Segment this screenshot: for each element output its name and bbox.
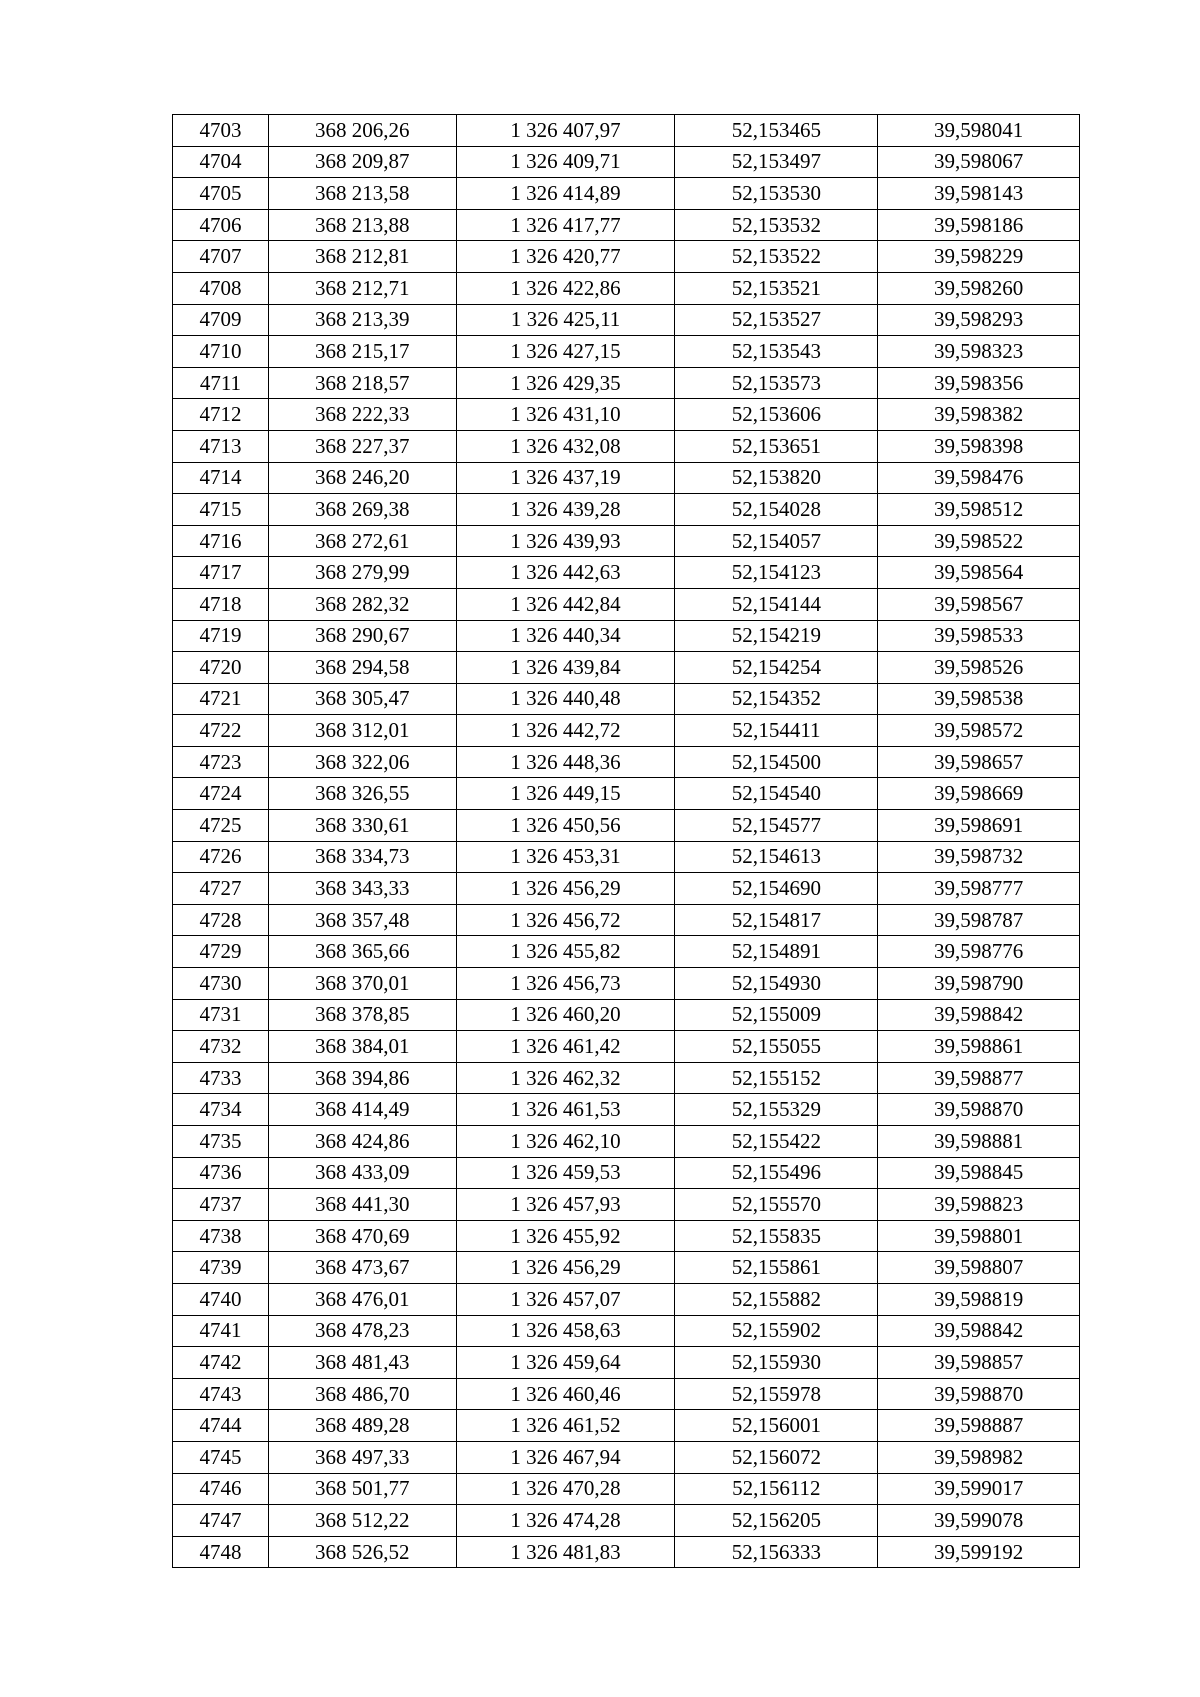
x-coordinate-cell: 368 330,61 [268,810,456,842]
y-coordinate-cell: 1 326 462,32 [456,1062,675,1094]
y-coordinate-cell: 1 326 462,10 [456,1126,675,1158]
latitude-cell: 52,154123 [675,557,878,589]
x-coordinate-cell: 368 365,66 [268,936,456,968]
longitude-cell: 39,598260 [878,272,1080,304]
y-coordinate-cell: 1 326 474,28 [456,1505,675,1537]
point-number-cell: 4741 [173,1315,269,1347]
latitude-cell: 52,153497 [675,146,878,178]
table-row [173,968,1080,1000]
point-number-cell: 4729 [173,936,269,968]
longitude-cell: 39,598398 [878,430,1080,462]
table-row [173,1505,1080,1537]
y-coordinate-cell: 1 326 439,93 [456,525,675,557]
table-row [173,272,1080,304]
table-row [173,557,1080,589]
x-coordinate-cell: 368 213,58 [268,178,456,210]
y-coordinate-cell: 1 326 439,84 [456,652,675,684]
x-coordinate-cell: 368 486,70 [268,1378,456,1410]
point-number-cell: 4713 [173,430,269,462]
longitude-cell: 39,598870 [878,1378,1080,1410]
table-row [173,115,1080,147]
latitude-cell: 52,154930 [675,968,878,1000]
longitude-cell: 39,598877 [878,1062,1080,1094]
latitude-cell: 52,154891 [675,936,878,968]
x-coordinate-cell: 368 501,77 [268,1473,456,1505]
latitude-cell: 52,155902 [675,1315,878,1347]
table-row [173,1536,1080,1568]
longitude-cell: 39,599192 [878,1536,1080,1568]
latitude-cell: 52,153530 [675,178,878,210]
y-coordinate-cell: 1 326 456,73 [456,968,675,1000]
x-coordinate-cell: 368 269,38 [268,494,456,526]
table-row [173,304,1080,336]
longitude-cell: 39,598787 [878,904,1080,936]
y-coordinate-cell: 1 326 407,97 [456,115,675,147]
y-coordinate-cell: 1 326 432,08 [456,430,675,462]
y-coordinate-cell: 1 326 448,36 [456,746,675,778]
latitude-cell: 52,155055 [675,1031,878,1063]
point-number-cell: 4721 [173,683,269,715]
x-coordinate-cell: 368 357,48 [268,904,456,936]
table-row [173,1189,1080,1221]
x-coordinate-cell: 368 497,33 [268,1441,456,1473]
longitude-cell: 39,598041 [878,115,1080,147]
latitude-cell: 52,155329 [675,1094,878,1126]
table-row [173,936,1080,968]
longitude-cell: 39,598776 [878,936,1080,968]
table-row [173,620,1080,652]
table-row [173,209,1080,241]
x-coordinate-cell: 368 272,61 [268,525,456,557]
x-coordinate-cell: 368 384,01 [268,1031,456,1063]
y-coordinate-cell: 1 326 461,42 [456,1031,675,1063]
latitude-cell: 52,154411 [675,715,878,747]
y-coordinate-cell: 1 326 456,72 [456,904,675,936]
x-coordinate-cell: 368 209,87 [268,146,456,178]
x-coordinate-cell: 368 322,06 [268,746,456,778]
table-row [173,683,1080,715]
latitude-cell: 52,153820 [675,462,878,494]
y-coordinate-cell: 1 326 440,34 [456,620,675,652]
longitude-cell: 39,598669 [878,778,1080,810]
y-coordinate-cell: 1 326 457,93 [456,1189,675,1221]
point-number-cell: 4719 [173,620,269,652]
x-coordinate-cell: 368 212,71 [268,272,456,304]
latitude-cell: 52,155930 [675,1347,878,1379]
latitude-cell: 52,155152 [675,1062,878,1094]
longitude-cell: 39,598842 [878,1315,1080,1347]
longitude-cell: 39,598323 [878,336,1080,368]
y-coordinate-cell: 1 326 453,31 [456,841,675,873]
x-coordinate-cell: 368 294,58 [268,652,456,684]
x-coordinate-cell: 368 227,37 [268,430,456,462]
latitude-cell: 52,156205 [675,1505,878,1537]
latitude-cell: 52,155009 [675,999,878,1031]
x-coordinate-cell: 368 312,01 [268,715,456,747]
point-number-cell: 4736 [173,1157,269,1189]
point-number-cell: 4730 [173,968,269,1000]
y-coordinate-cell: 1 326 459,53 [456,1157,675,1189]
longitude-cell: 39,598807 [878,1252,1080,1284]
x-coordinate-cell: 368 370,01 [268,968,456,1000]
x-coordinate-cell: 368 526,52 [268,1536,456,1568]
longitude-cell: 39,598572 [878,715,1080,747]
x-coordinate-cell: 368 222,33 [268,399,456,431]
x-coordinate-cell: 368 282,32 [268,588,456,620]
y-coordinate-cell: 1 326 422,86 [456,272,675,304]
latitude-cell: 52,156001 [675,1410,878,1442]
point-number-cell: 4732 [173,1031,269,1063]
x-coordinate-cell: 368 478,23 [268,1315,456,1347]
x-coordinate-cell: 368 334,73 [268,841,456,873]
x-coordinate-cell: 368 279,99 [268,557,456,589]
point-number-cell: 4733 [173,1062,269,1094]
table-row [173,462,1080,494]
longitude-cell: 39,598657 [878,746,1080,778]
table-row [173,241,1080,273]
point-number-cell: 4745 [173,1441,269,1473]
latitude-cell: 52,155570 [675,1189,878,1221]
point-number-cell: 4725 [173,810,269,842]
longitude-cell: 39,598522 [878,525,1080,557]
table-row [173,652,1080,684]
latitude-cell: 52,153651 [675,430,878,462]
point-number-cell: 4720 [173,652,269,684]
point-number-cell: 4722 [173,715,269,747]
y-coordinate-cell: 1 326 442,72 [456,715,675,747]
point-number-cell: 4734 [173,1094,269,1126]
y-coordinate-cell: 1 326 449,15 [456,778,675,810]
point-number-cell: 4703 [173,115,269,147]
y-coordinate-cell: 1 326 461,53 [456,1094,675,1126]
y-coordinate-cell: 1 326 455,82 [456,936,675,968]
table-row [173,588,1080,620]
longitude-cell: 39,598567 [878,588,1080,620]
longitude-cell: 39,598732 [878,841,1080,873]
table-row [173,841,1080,873]
y-coordinate-cell: 1 326 417,77 [456,209,675,241]
table-row [173,1220,1080,1252]
y-coordinate-cell: 1 326 457,07 [456,1283,675,1315]
latitude-cell: 52,156072 [675,1441,878,1473]
table-row [173,1126,1080,1158]
latitude-cell: 52,156112 [675,1473,878,1505]
x-coordinate-cell: 368 343,33 [268,873,456,905]
latitude-cell: 52,155978 [675,1378,878,1410]
table-row [173,1378,1080,1410]
table-row [173,999,1080,1031]
point-number-cell: 4715 [173,494,269,526]
table-row [173,430,1080,462]
x-coordinate-cell: 368 213,39 [268,304,456,336]
x-coordinate-cell: 368 441,30 [268,1189,456,1221]
longitude-cell: 39,598186 [878,209,1080,241]
latitude-cell: 52,154057 [675,525,878,557]
latitude-cell: 52,154577 [675,810,878,842]
point-number-cell: 4718 [173,588,269,620]
table-row [173,1410,1080,1442]
y-coordinate-cell: 1 326 450,56 [456,810,675,842]
point-number-cell: 4711 [173,367,269,399]
point-number-cell: 4744 [173,1410,269,1442]
y-coordinate-cell: 1 326 459,64 [456,1347,675,1379]
longitude-cell: 39,598538 [878,683,1080,715]
point-number-cell: 4740 [173,1283,269,1315]
x-coordinate-cell: 368 489,28 [268,1410,456,1442]
x-coordinate-cell: 368 305,47 [268,683,456,715]
point-number-cell: 4737 [173,1189,269,1221]
point-number-cell: 4710 [173,336,269,368]
x-coordinate-cell: 368 433,09 [268,1157,456,1189]
point-number-cell: 4712 [173,399,269,431]
latitude-cell: 52,154817 [675,904,878,936]
point-number-cell: 4706 [173,209,269,241]
x-coordinate-cell: 368 512,22 [268,1505,456,1537]
point-number-cell: 4727 [173,873,269,905]
latitude-cell: 52,153465 [675,115,878,147]
longitude-cell: 39,598356 [878,367,1080,399]
latitude-cell: 52,153606 [675,399,878,431]
table-row [173,904,1080,936]
longitude-cell: 39,599078 [878,1505,1080,1537]
longitude-cell: 39,598857 [878,1347,1080,1379]
table-row [173,1283,1080,1315]
longitude-cell: 39,598293 [878,304,1080,336]
y-coordinate-cell: 1 326 442,63 [456,557,675,589]
coordinates-table [172,114,1080,1568]
y-coordinate-cell: 1 326 470,28 [456,1473,675,1505]
table-row [173,367,1080,399]
y-coordinate-cell: 1 326 460,46 [456,1378,675,1410]
x-coordinate-cell: 368 378,85 [268,999,456,1031]
point-number-cell: 4746 [173,1473,269,1505]
table-row [173,399,1080,431]
x-coordinate-cell: 368 470,69 [268,1220,456,1252]
longitude-cell: 39,598801 [878,1220,1080,1252]
latitude-cell: 52,156333 [675,1536,878,1568]
point-number-cell: 4739 [173,1252,269,1284]
point-number-cell: 4717 [173,557,269,589]
y-coordinate-cell: 1 326 460,20 [456,999,675,1031]
latitude-cell: 52,153543 [675,336,878,368]
x-coordinate-cell: 368 473,67 [268,1252,456,1284]
point-number-cell: 4743 [173,1378,269,1410]
table-row [173,336,1080,368]
y-coordinate-cell: 1 326 442,84 [456,588,675,620]
longitude-cell: 39,598564 [878,557,1080,589]
longitude-cell: 39,598870 [878,1094,1080,1126]
x-coordinate-cell: 368 215,17 [268,336,456,368]
point-number-cell: 4716 [173,525,269,557]
latitude-cell: 52,154028 [675,494,878,526]
y-coordinate-cell: 1 326 431,10 [456,399,675,431]
y-coordinate-cell: 1 326 439,28 [456,494,675,526]
latitude-cell: 52,153527 [675,304,878,336]
point-number-cell: 4728 [173,904,269,936]
x-coordinate-cell: 368 414,49 [268,1094,456,1126]
longitude-cell: 39,599017 [878,1473,1080,1505]
x-coordinate-cell: 368 206,26 [268,115,456,147]
latitude-cell: 52,153521 [675,272,878,304]
longitude-cell: 39,598382 [878,399,1080,431]
table-row [173,778,1080,810]
latitude-cell: 52,154144 [675,588,878,620]
latitude-cell: 52,155882 [675,1283,878,1315]
x-coordinate-cell: 368 218,57 [268,367,456,399]
y-coordinate-cell: 1 326 467,94 [456,1441,675,1473]
y-coordinate-cell: 1 326 461,52 [456,1410,675,1442]
table-row [173,146,1080,178]
y-coordinate-cell: 1 326 409,71 [456,146,675,178]
point-number-cell: 4731 [173,999,269,1031]
table-row [173,178,1080,210]
table-row [173,810,1080,842]
latitude-cell: 52,154690 [675,873,878,905]
latitude-cell: 52,154219 [675,620,878,652]
point-number-cell: 4726 [173,841,269,873]
longitude-cell: 39,598533 [878,620,1080,652]
point-number-cell: 4748 [173,1536,269,1568]
y-coordinate-cell: 1 326 429,35 [456,367,675,399]
point-number-cell: 4709 [173,304,269,336]
y-coordinate-cell: 1 326 414,89 [456,178,675,210]
table-row [173,746,1080,778]
longitude-cell: 39,598982 [878,1441,1080,1473]
longitude-cell: 39,598823 [878,1189,1080,1221]
table-row [173,1031,1080,1063]
x-coordinate-cell: 368 246,20 [268,462,456,494]
table-row [173,1094,1080,1126]
longitude-cell: 39,598476 [878,462,1080,494]
longitude-cell: 39,598842 [878,999,1080,1031]
table-row [173,1347,1080,1379]
longitude-cell: 39,598790 [878,968,1080,1000]
point-number-cell: 4708 [173,272,269,304]
x-coordinate-cell: 368 476,01 [268,1283,456,1315]
longitude-cell: 39,598861 [878,1031,1080,1063]
y-coordinate-cell: 1 326 420,77 [456,241,675,273]
x-coordinate-cell: 368 394,86 [268,1062,456,1094]
y-coordinate-cell: 1 326 458,63 [456,1315,675,1347]
point-number-cell: 4735 [173,1126,269,1158]
x-coordinate-cell: 368 212,81 [268,241,456,273]
table-row [173,873,1080,905]
latitude-cell: 52,155861 [675,1252,878,1284]
longitude-cell: 39,598067 [878,146,1080,178]
latitude-cell: 52,155835 [675,1220,878,1252]
x-coordinate-cell: 368 213,88 [268,209,456,241]
point-number-cell: 4723 [173,746,269,778]
longitude-cell: 39,598887 [878,1410,1080,1442]
latitude-cell: 52,154254 [675,652,878,684]
table-row [173,1473,1080,1505]
latitude-cell: 52,155496 [675,1157,878,1189]
longitude-cell: 39,598845 [878,1157,1080,1189]
y-coordinate-cell: 1 326 456,29 [456,873,675,905]
y-coordinate-cell: 1 326 425,11 [456,304,675,336]
longitude-cell: 39,598143 [878,178,1080,210]
point-number-cell: 4742 [173,1347,269,1379]
table-row [173,1062,1080,1094]
x-coordinate-cell: 368 424,86 [268,1126,456,1158]
longitude-cell: 39,598526 [878,652,1080,684]
y-coordinate-cell: 1 326 440,48 [456,683,675,715]
y-coordinate-cell: 1 326 481,83 [456,1536,675,1568]
point-number-cell: 4714 [173,462,269,494]
longitude-cell: 39,598691 [878,810,1080,842]
longitude-cell: 39,598229 [878,241,1080,273]
x-coordinate-cell: 368 290,67 [268,620,456,652]
latitude-cell: 52,153573 [675,367,878,399]
longitude-cell: 39,598512 [878,494,1080,526]
y-coordinate-cell: 1 326 437,19 [456,462,675,494]
longitude-cell: 39,598881 [878,1126,1080,1158]
latitude-cell: 52,154352 [675,683,878,715]
x-coordinate-cell: 368 481,43 [268,1347,456,1379]
point-number-cell: 4705 [173,178,269,210]
longitude-cell: 39,598819 [878,1283,1080,1315]
longitude-cell: 39,598777 [878,873,1080,905]
table-row [173,1252,1080,1284]
table-row [173,1315,1080,1347]
latitude-cell: 52,153522 [675,241,878,273]
point-number-cell: 4707 [173,241,269,273]
table-row [173,1441,1080,1473]
table-row [173,494,1080,526]
point-number-cell: 4724 [173,778,269,810]
point-number-cell: 4704 [173,146,269,178]
latitude-cell: 52,154540 [675,778,878,810]
y-coordinate-cell: 1 326 456,29 [456,1252,675,1284]
point-number-cell: 4747 [173,1505,269,1537]
point-number-cell: 4738 [173,1220,269,1252]
y-coordinate-cell: 1 326 427,15 [456,336,675,368]
coordinates-table-body [173,115,1080,1568]
x-coordinate-cell: 368 326,55 [268,778,456,810]
y-coordinate-cell: 1 326 455,92 [456,1220,675,1252]
table-row [173,525,1080,557]
table-row [173,715,1080,747]
latitude-cell: 52,155422 [675,1126,878,1158]
table-row [173,1157,1080,1189]
latitude-cell: 52,154613 [675,841,878,873]
latitude-cell: 52,154500 [675,746,878,778]
latitude-cell: 52,153532 [675,209,878,241]
